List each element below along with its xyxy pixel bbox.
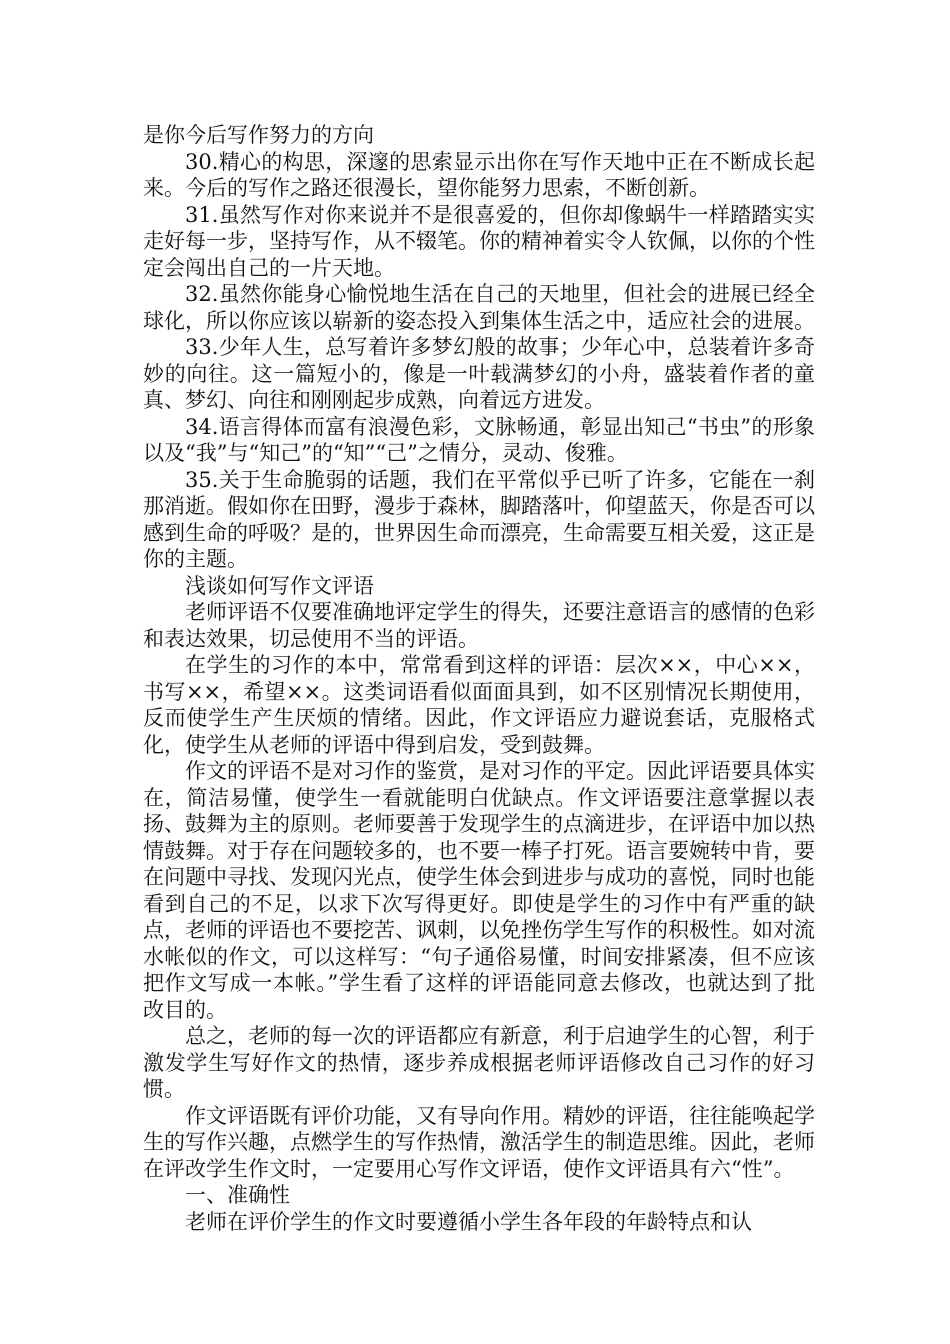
- subsection-heading: 一、准确性: [185, 1183, 290, 1207]
- paragraph: 老师评语不仅要准确地评定学生的得失，还要注意语言的感情的色彩和表达效果，切忌使用不当的评语。: [143, 600, 815, 651]
- paragraph-item-34: 34.语言得体而富有浪漫色彩，文脉畅通，彰显出知己“书虫”的形象以及“我”与“知己”的“知”“己”之情分，灵动、俊雅。: [143, 414, 815, 465]
- paragraph-item-31: 31.虽然写作对你来说并不是很喜爱的，但你却像蜗牛一样踏踏实实走好每一步，坚持写作，从不辍笔。你的精神着实令人钦佩，以你的个性定会闯出自己的一片天地。: [143, 202, 815, 280]
- paragraph-item-33: 33.少年人生，总写着许多梦幻般的故事；少年心中，总装着许多奇妙的向往。这一篇短小的，像是一叶载满梦幻的小舟，盛装着作者的童真、梦幻、向往和刚刚起步成熟，向着远方进发。: [143, 335, 815, 412]
- paragraph: 总之，老师的每一次的评语都应有新意，利于启迪学生的心智，利于激发学生写好作文的热情，逐步养成根据老师评语修改自己习作的好习惯。: [143, 1024, 815, 1101]
- paragraph: 作文的评语不是对习作的鉴赏，是对习作的平定。因此评语要具体实在，简洁易懂，使学生一看就能明白优缺点。作文评语要注意掌握以表扬、鼓舞为主的原则。老师要善于发现学生的点滴进步，在评语中加以热情鼓舞。对于存在问题较多的，也不要一棒子打死。语言要婉转中肯，要在问题中寻找、发现闪光点，使学生体会到进步与成功的喜悦，同时也能看到自己的不足，以求下次写得更好。即使是学生的习作中有严重的缺点，老师的评语也不要挖苦、讽刺，以免挫伤学生写作的积极性。如对流水帐似的作文，可以这样写：“句子通俗易懂，时间安排紧凑，但不应该把作文写成一本帐。”学生看了这样的评语能同意去修改，也就达到了批改目的。: [143, 759, 815, 1022]
- paragraph: 老师在评价学生的作文时要遵循小学生各年段的年龄特点和认: [185, 1209, 752, 1234]
- paragraph-item-30: 30.精心的构思，深邃的思索显示出你在写作天地中正在不断成长起来。今后的写作之路还很漫长，望你能努力思索，不断创新。: [143, 149, 815, 200]
- section-heading: 浅谈如何写作文评语: [185, 573, 374, 598]
- document-body: [143, 122, 815, 1235]
- paragraph: 在学生的习作的本中，常常看到这样的评语：层次××，中心××，书写××，希望××。这类词语看似面面具到，如不区别情况长期使用，反而使学生产生厌烦的情绪。因此，作文评语应力避说套话，克服格式化，使学生从老师的评语中得到启发，受到鼓舞。: [143, 653, 815, 757]
- paragraph-continuation: 是你今后写作努力的方向: [143, 123, 374, 147]
- paragraph-item-32: 32.虽然你能身心愉悦地生活在自己的天地里，但社会的进展已经全球化，所以你应该以崭新的姿态投入到集体生活之中，适应社会的进展。: [143, 282, 815, 333]
- paragraph: 作文评语既有评价功能，又有导向作用。精妙的评语，往往能唤起学生的写作兴趣，点燃学生的写作热情，激活学生的制造思维。因此，老师在评改学生作文时，一定要用心写作文评语，使作文评语具有六“性”。: [143, 1103, 815, 1181]
- paragraph-item-35: 35.关于生命脆弱的话题，我们在平常似乎已听了许多，它能在一刹那消逝。假如你在田野，漫步于森林，脚踏落叶，仰望蓝天，你是否可以感到生命的呼吸？是的，世界因生命而漂亮，生命需要互相关爱，这正是你的主题。: [143, 467, 815, 571]
